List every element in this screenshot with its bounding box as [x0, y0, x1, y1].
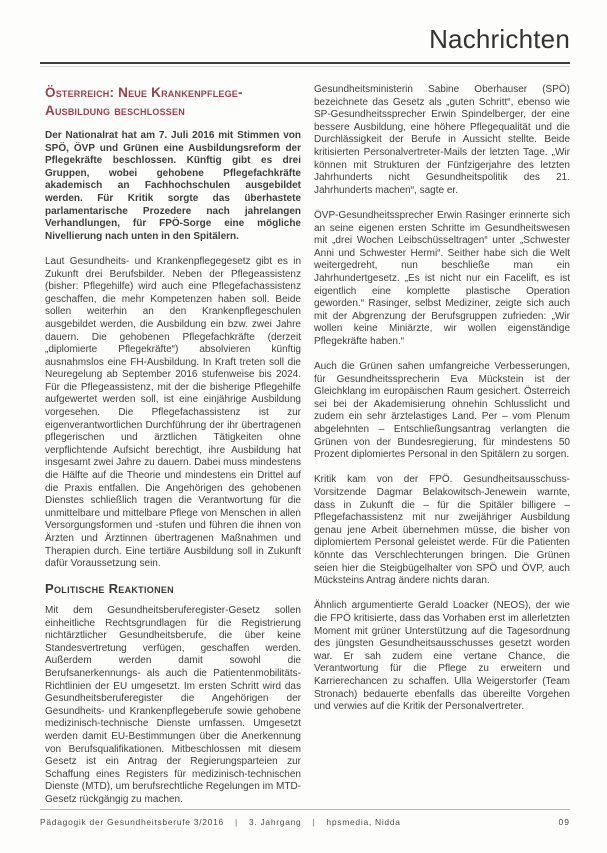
- article-paragraph: ÖVP-Gesundheitssprecher Erwin Rasinger erinnerte sich an seine eigenen ersten Schritte im Gesundheitswesen mit „drei Wochen Leibschüsseltragen“ unter „Schwester Anni und Schwester Hermi“. Seither habe sich die Welt weitergedreht, nun beschließe man ein Jahrhundertgesetz. „Es ist nicht nur ein Facelift, es ist eigentlich eine komplette plastische Operation geworden.“ Rasinger, selbst Mediziner, zeigte sich auch mit der Abgrenzung der Berufsgruppen zufrieden: „Wir wollen keine Miniärzte, wir wollen eigenständige Pflegekräfte haben.“: [314, 209, 570, 347]
- header-rule-shadow: [40, 66, 570, 67]
- article-columns: [45, 84, 570, 805]
- page-header: [40, 0, 570, 67]
- footer-journal-title: Pädagogik der Gesundheitsberufe 3/2016: [40, 817, 224, 827]
- header-rule: [40, 62, 570, 64]
- left-column: [45, 84, 301, 805]
- article-paragraph: Ähnlich argumentierte Gerald Loacker (NEOS), der wie die FPÖ kritisierte, dass das Vorhaben erst im allerletzten Moment mit grüner Unterstützung auf die Tagesordnung des jüngsten Gesundheitsausschusses gesetzt worden war. Er sah zudem eine vertane Chance, die Verantwortung für die Pflege zu erweitern und Karrierechancen zu schaffen. Ulla Weigerstorfer (Team Stronach) bedauerte ebenfalls das übereilte Vorgehen und verwies auf die Kritik der Personalvertreter.: [314, 600, 570, 713]
- footer-rule: [40, 809, 570, 810]
- article-paragraph: Kritik kam von der FPÖ. Gesundheitsausschuss-Vorsitzende Dagmar Belakowitsch-Jenewein warnte, dass in Zukunft die – für die Spitäler billigere – Pflegefachassistenz mit nur zweijähriger Ausbildung genau jene Arbeit übernehmen müsse, die bisher von diplomiertem Personal geleistet werde. Für die Patienten könnte das Verschlechterungen bringen. Die Grünen seien hier die Steigbügelhalter von SPÖ und ÖVP, auch Mücksteins Antrag ändere nichts daran.: [314, 474, 570, 587]
- section-subheading: Politische Reaktionen: [45, 581, 174, 597]
- footer-volume: 3. Jahrgang: [248, 817, 302, 827]
- lead-paragraph: Der Nationalrat hat am 7. Juli 2016 mit Stimmen von SPÖ, ÖVP und Grünen eine Ausbildungsreform der Pflegekräfte beschlossen. Künftig gibt es drei Gruppen, wobei gehobene Pflegefachkräfte akademisch an Fachhochschulen ausgebildet werden. Für Kritik sorgte das überhastete parlamentarische Prozedere nach jahrelangen Verhandlungen, für FPÖ-Sorge eine mögliche Nivellierung nach unten in den Spitälern.: [45, 130, 301, 242]
- article-paragraph: Gesundheitsministerin Sabine Oberhauser (SPÖ) bezeichnete das Gesetz als „guten Schritt“, ebenso wie SP-Gesundheitssprecher Erwin Spindelberger, der eine bessere Ausbildung, eine höhere Pflegequalität und die Durchlässigkeit der Berufe in Aussicht stellte. Beide kritisierten Personalvertreter-Mails der letzten Tage. „Wir können mit Strukturen der Fünfzigerjahre des letzten Jahrhunderts nicht Gesundheitspolitik des 21. Jahrhunderts machen“, sagte er.: [314, 84, 570, 196]
- page-number: 09: [558, 817, 570, 827]
- footer-separator: |: [312, 817, 316, 827]
- article-paragraph: Auch die Grünen sahen umfangreiche Verbesserungen, für Gesundheitssprecherin Eva Mückstein ist der Gleichklang im europäischen Raum gesichert. Österreich sei bei der Akademisierung ohnehin Schlusslicht und zudem ein sehr ärztelastiges Land. Per – vom Plenum abgelehnten – Entschließungsantrag verlangten die Grünen von der Bundesregierung, für mindestens 50 Prozent diplomiertes Personal in den Spitälern zu sorgen.: [314, 361, 570, 461]
- footer-separator: |: [234, 817, 238, 827]
- footer-row: [40, 817, 570, 827]
- page-footer: [40, 809, 570, 827]
- page-title: Nachrichten: [429, 24, 570, 54]
- article-headline: Österreich: Neue Krankenpflege-Ausbildung beschlossen: [45, 85, 243, 118]
- article-paragraph: Mit dem Gesundheitsberuferegister-Gesetz sollen einheitliche Rechtsgrundlagen für die Registrierung nichtärztlicher Gesundheitsberufe, die über keine Standesvertretung verfügen, geschaffen werden. Außerdem werden damit sowohl die Berufsanerkennungs- als auch die Patientenmobilitäts-Richtlinien der EU umgesetzt. Im ersten Schritt wird das Gesundheitsberuferegister die Angehörigen der Gesundheits- und Krankenpflegeberufe sowie gehobene medizinisch-technische Dienste umfassen. Umgesetzt werden damit EU-Bestimmungen über die Anerkennung von Berufsqualifikationen. Mitbeschlossen mit diesem Gesetz ist ein Antrag der Regierungsparteien zur Schaffung eines Registers für medizinisch-technischen Dienste (MTD), um berufsrechtliche Regelungen im MTD-Gesetz rückgängig zu machen.: [45, 604, 301, 805]
- footer-publisher: hpsmedia, Nidda: [326, 817, 401, 827]
- right-column: [314, 84, 570, 798]
- article-paragraph: Laut Gesundheits- und Krankenpflegegesetz gibt es in Zukunft drei Berufsbilder. Neben der Pflegeassistenz (bisher: Pflegehilfe) wird auch eine Pflegefachassistenz geschaffen, die mehr Kompetenzen haben soll. Beide sollen weiterhin an den Krankenpflegeschulen ausgebildet werden, die Ausbildung ein bzw. zwei Jahre dauern. Die gehobenen Pflegefachkräfte (derzeit „diplomierte Pflegekräfte“) absolvieren künftig ausnahmslos eine FH-Ausbildung. In Kraft treten soll die Neuregelung ab September 2016 stufenweise bis 2024. Für die Pflegeassistenz, mit der die bisherige Pflegehilfe aufgewertet werden soll, ist eine einjährige Ausbildung vorgesehen. Die Pflegefachassistenz ist zur eigenverantwortlichen Durchführung der ihr übertragenen pflegerischen und ärztlichen Tätigkeiten ohne verpflichtende Aufsicht berechtigt, ihre Ausbildung hat insgesamt zwei Jahre zu dauern. Dabei muss mindestens die Hälfte auf die Theorie und mindestens ein Drittel auf die Praxis entfallen. Die Angehörigen des gehobenen Dienstes schließlich tragen die Verantwortung für die unmittelbare und mittelbare Pflege von Menschen in allen Versorgungsformen und -stufen und führen die ihnen von Ärzten und Ärztinnen übertragenen Maßnahmen und Therapien durch. Eine tertiäre Ausbildung soll in Zukunft dafür Voraussetzung sein.: [45, 255, 301, 570]
